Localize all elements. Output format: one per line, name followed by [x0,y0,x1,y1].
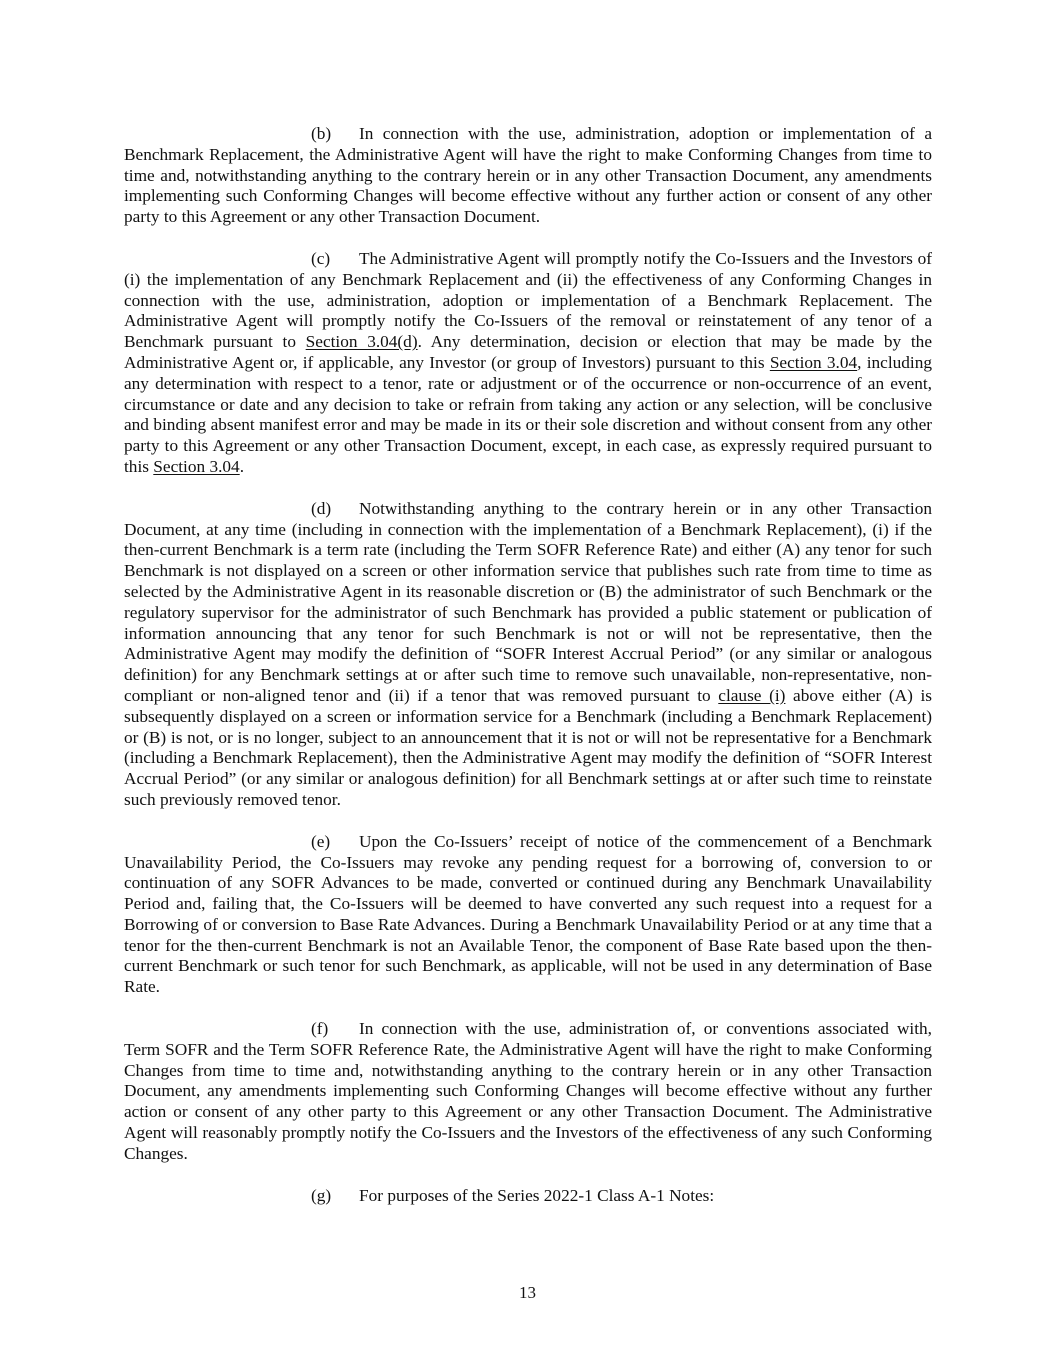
clause-reference: clause (i) [718,685,786,705]
paragraph-text: In connection with the use, administration of, or conventions associated with, Term SOFR and the Term SOFR Reference Rate, the Administrative Agent will have the right to make Conforming Changes from time to time and, notwithstanding anything to the contrary herein or in any other Transaction Document, any amendments implementing such Conforming Changes will become effective without any further action or consent of any other party to this Agreement or any other Transaction Document. The Administrative Agent will reasonably promptly notify the Co-Issuers and the Investors of the effectiveness of any such Conforming Changes. [124,1019,932,1163]
paragraph-label: (e) [311,831,331,851]
paragraph-label: (b) [311,124,332,143]
page-number: 13 [519,1283,536,1302]
document-body [124,124,932,1206]
paragraph-text: above either (A) is subsequently displayed on a screen or information service for a Benchmark (including a Benchmark Replacement) or (B) is not, or is no longer, subject to an announcement that it is not or will not be representative for a Benchmark (including a Benchmark Replacement), then the Administrative Agent may modify the definition of “SOFR Interest Accrual Period” (or any similar or analogous definition) for all Benchmark settings at or after such time to reinstate such previously removed tenor. [124,685,933,809]
paragraph-text: In connection with the use, administration, adoption or implementation of a Benchmark Replacement, the Administrative Agent will have the right to make Conforming Changes from time to time and, notwithstanding anything to the contrary herein or in any other Transaction Document, any amendments implementing such Conforming Changes will become effective without any further action or consent of any other party to this Agreement or any other Transaction Document. [124,124,932,227]
section-reference: Section 3.04(d) [305,332,418,352]
paragraph-text: Notwithstanding anything to the contrary herein or in any other Transaction Document, at any time (including in connection with the implementation of a Benchmark Replacement), (i) if the then-current Benchmark is a term rate (including the Term SOFR Reference Rate) and either (A) any tenor for such Benchmark is not displayed on a screen or other information service that publishes such rate from time to time as selected by the Administrative Agent in its reasonable discretion or (B) the administrator of such Benchmark or the regulatory supervisor for the administrator of such Benchmark has provided a public statement or publication of information announcing that any tenor for such Benchmark is not or will not be representative, then the Administrative Agent may modify the definition of “SOFR Interest Accrual Period” (or any similar or analogous definition) for any Benchmark settings at or after such time to remove such unavailable, non-representative, non-compliant or non-aligned tenor and (ii) if a tenor that was removed pursuant to [124,498,932,705]
section-reference: Section 3.04 [153,456,240,476]
paragraph-label: (d) [311,498,332,518]
paragraph-text: The Administrative Agent will promptly notify the Co-Issuers and the Investors of (i) the implementation of any Benchmark Replacement and (ii) the effectiveness of any Conforming Changes in connection with the use, administration, adoption or implementation of a Benchmark Replacement. The Administrative Agent will promptly notify the Co-Issuers of the removal or reinstatement of any tenor of a Benchmark pursuant to [124,248,932,352]
paragraph-e [124,832,932,998]
paragraph-text: . [239,456,245,476]
paragraph-d [124,499,932,811]
paragraph-text: Upon the Co-Issuers’ receipt of notice of the commencement of a Benchmark Unavailability Period, the Co-Issuers may revoke any pending request for a borrowing of, conversion to or continuation of any SOFR Advances to be made, converted or continued during any Benchmark Unavailability Period and, failing that, the Co-Issuers will be deemed to have converted any such request into a request for a Borrowing of or conversion to Base Rate Advances. During a Benchmark Unavailability Period or at any time that a tenor for the then-current Benchmark is not an Available Tenor, the component of Base Rate based upon the then-current Benchmark or such tenor for such Benchmark, as applicable, will not be used in any determination of Base Rate. [124,831,932,997]
section-reference: Section 3.04 [769,352,858,372]
paragraph-label: (g) [311,1185,332,1205]
paragraph-f [124,1019,932,1165]
paragraph-text: , including any determination with respect to a tenor, rate or adjustment or of the occurrence or non-occurrence of an event, circumstance or date and any decision to take or refrain from taking any action or any selection, will be conclusive and binding absent manifest error and may be made in its or their sole discretion and without consent from any other party to this Agreement or any other Transaction Document, except, in each case, as expressly required pursuant to this [124,352,932,476]
paragraph-label: (f) [311,1019,329,1039]
paragraph-text: For purposes of the Series 2022-1 Class A-1 Notes: [359,1185,715,1205]
paragraph-b [124,124,932,228]
paragraph-c [124,249,932,478]
paragraph-text: . Any determination, decision or election that may be made by the Administrative Agent or, if applicable, any Investor (or group of Investors) pursuant to this [124,332,932,372]
paragraph-label: (c) [311,248,331,268]
paragraph-g [124,1186,932,1207]
